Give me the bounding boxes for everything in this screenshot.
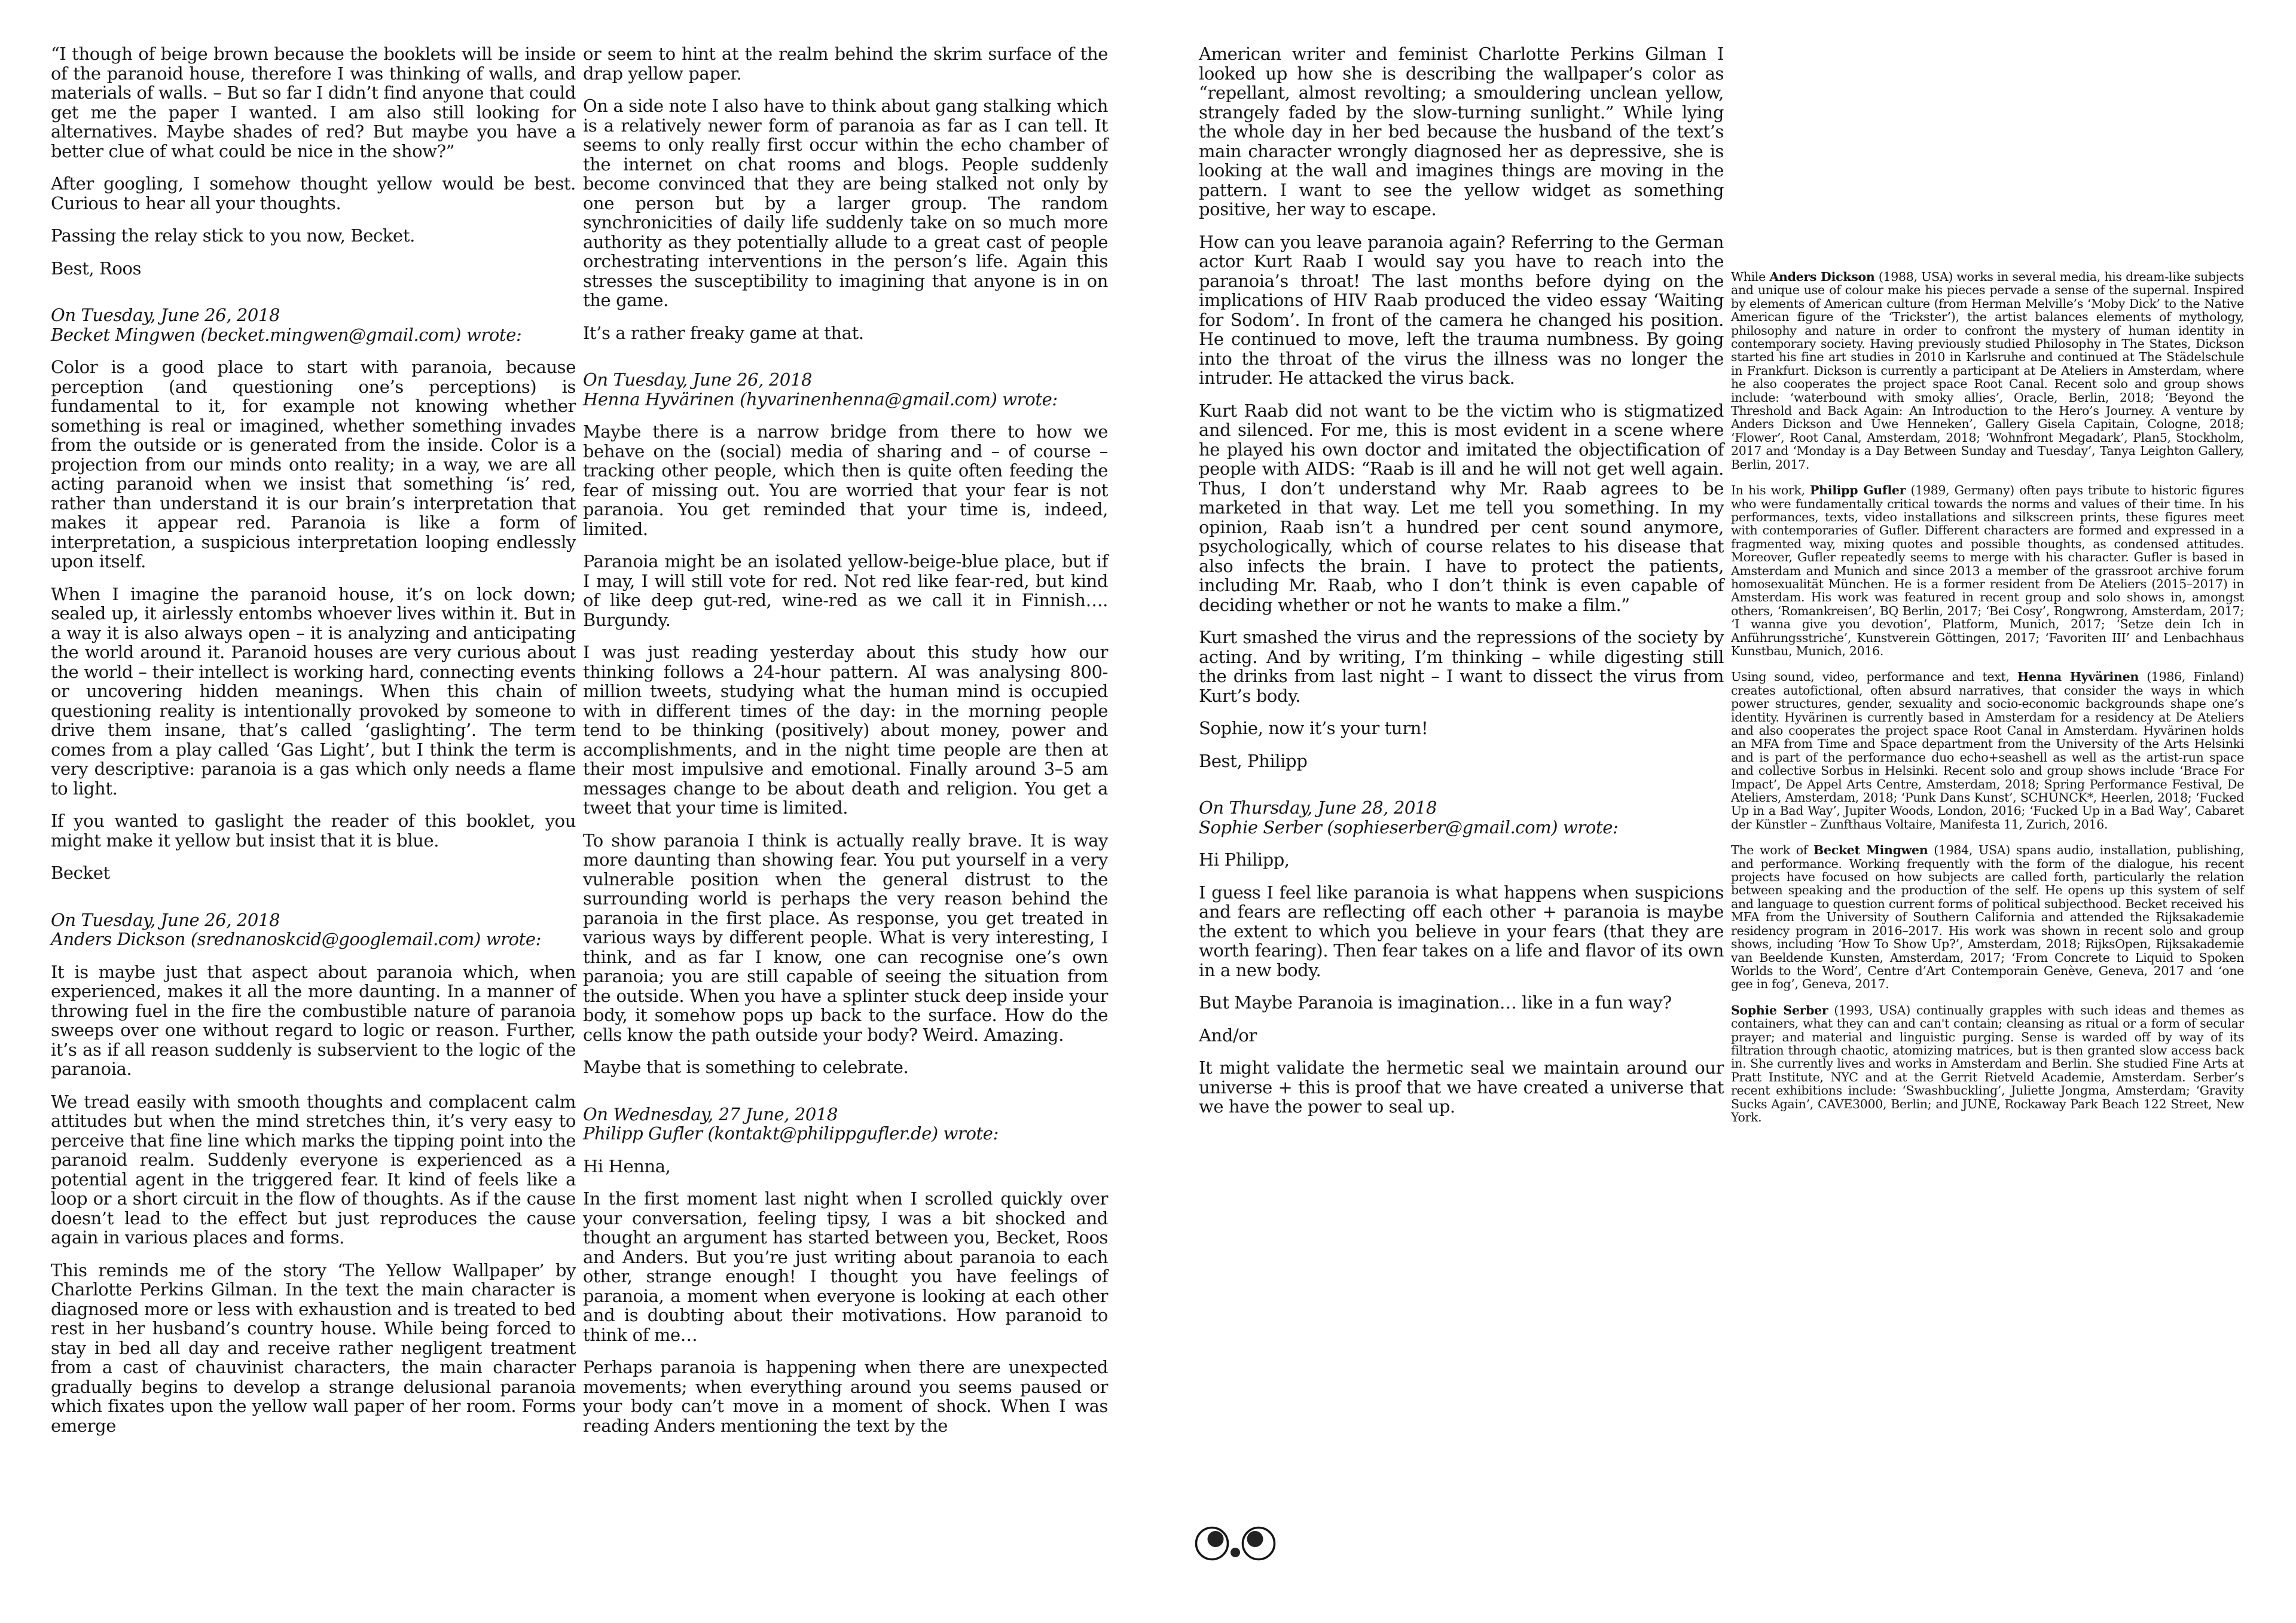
paragraph: If you wanted to gaslight the reader of this booklet, you might make it yellow but insist that it is blue. (51, 811, 576, 851)
paragraph: When I imagine the paranoid house, it’s on lock down; sealed up, it airlessly entombs whoever lives within it. But in a way it is also always open – it is analyzing and anticipating the world around it. Paranoid houses are very curious about the world – their intellect is working hard, connecting events or uncovering hidden meanings. When this chain of questioning reality is intentionally provoked by someone to drive them insane, that’s called ‘gaslighting’. The term comes from a play called ‘Gas Light’, but I think the term is very descriptive: paranoia is a gas which only needs a flame to light. (51, 583, 576, 799)
bio-paragraph: The work of Becket Mingwen (1984, USA) spans audio, installation, publishing, and performance. Working frequently with the form of the dialogue, his recent projects have focused on how subjects are called forth, particularly the relation between speaking and the production of the self. He opens up this system of self and language to question current forms of political subjecthood. Becket received his MFA from the University of Southern California and attended the Rijksakademie residency program in 2016–2017. His work was shown in recent solo and group shows, including ‘How To Show Up?’, Amsterdam, 2018; RijksOpen, Rijksakademie van Beeldende Kunsten, Amsterdam, 2017; ‘From Concrete to Liquid to Spoken Worlds to the Word’, Centre d’Art Contemporain Genève, Geneva, 2017 and ‘one gee in fog’, Geneva, 2017. (1731, 843, 2244, 992)
paragraph: Sophie, now it’s your turn! (1199, 718, 1428, 738)
text-column-1 (51, 44, 576, 1448)
email-date: On Thursday, June 28, 2018 (1199, 797, 1437, 818)
artist-name: Philipp Gufler (1809, 483, 1906, 498)
email-from-line: Sophie Serber (sophieserber@gmail.com) wrote: (1199, 817, 1619, 838)
paragraph: Maybe there is a narrow bridge from there to how we behave on the (social) media of sharing and – of course – tracking other people, which then is quite often feeding the fear of missing out. You are worried that your fear is not paranoia. You get reminded that your time is, indeed, limited. (583, 421, 1108, 539)
email-date: On Tuesday, June 26, 2018 (51, 909, 280, 930)
paragraph: To show paranoia I think is actually really brave. It is way more daunting than showing fear. You put yourself in a very vulnerable position when the general distrust to the surrounding world is perhaps the very reason behind the paranoia in the first place. As response, you get treated in various ways by different people. What is very interesting, I think, and as far I know, one can recognise one’s own paranoia; you are still capable of seeing the situation from the outside. When you have a splinter stuck deep inside your body, it somehow pops up back to the surface. How do the cells know the path outside your body? Weird. Amazing. (583, 830, 1108, 1045)
artist-name: Henna Hyvärinen (2017, 670, 2139, 684)
signoff: Becket (51, 863, 110, 883)
email-date: On Wednesday, 27 June, 2018 (583, 1104, 838, 1124)
paragraph: It’s a rather freaky game at that. (583, 322, 864, 343)
paragraph: It might validate the hermetic seal we maintain around our universe + this is proof that we have created a universe that we have the power to seal up. (1199, 1057, 1724, 1117)
email-header (1199, 798, 1724, 837)
email-from-line: Philipp Gufler (kontakt@philippgufler.de) wrote: (583, 1123, 999, 1144)
paragraph: We tread easily with smooth thoughts and complacent calm attitudes but when the mind stretches thin, it’s very easy to perceive that fine line which marks the tipping point into the paranoid realm. Suddenly everyone is experienced as a potential agent in the triggered fear. It kind of feels like a loop or a short circuit in the flow of thoughts. As if the cause doesn’t lead to the effect but just reproduces the cause again in various places and forms. (51, 1091, 576, 1248)
paragraph: Color is a good place to start with paranoia, because perception (and questioning one’s perceptions) is fundamental to it, for example not knowing whether something is real or imagined, whether something invades from the outside or is generated from the inside. Color is a projection from our minds onto reality; in a way, we are all acting paranoid when we insist that something ‘is’ red, rather than understand it is our brain’s interpretation that makes it appear red. Paranoia is like a form of interpretation, a suspicious interpretation looping endlessly upon itself. (51, 357, 576, 571)
paragraph: Hi Henna, (583, 1156, 671, 1176)
paragraph: Kurt smashed the virus and the repressions of the society by acting. And by writing, I’m thinking – while digesting still the drinks from last night – I want to dissect the virus from Kurt’s body. (1199, 627, 1724, 706)
artist-name: Anders Dickson (1769, 270, 1875, 284)
paragraph: or seem to hint at the realm behind the skrim surface of the drap yellow paper. (583, 44, 1108, 84)
paragraph: After googling, I somehow thought yellow would be best. Curious to hear all your thoughts. (51, 173, 576, 213)
paragraph: Hi Philipp, (1199, 849, 1290, 870)
text-column-3 (1199, 44, 1724, 1130)
paragraph: Maybe that is something to celebrate. (583, 1057, 909, 1077)
email-from-line: Henna Hyvärinen (hyvarinenhenna@gmail.com) wrote: (583, 389, 1058, 409)
paragraph: On a side note I also have to think about gang stalking which is a relatively newer form of paranoia as far as I can tell. It seems to only really first occur within the echo chamber of the internet on chat rooms and blogs. People suddenly become convinced that they are being stalked not only by one person but by a larger group. The random synchronicities of daily life suddenly take on so much more authority as they potentially allude to a great cast of people orchestrating interventions in the person’s life. Again this stresses the susceptibility to imagining that anyone is in on the game. (583, 96, 1108, 310)
paragraph: American writer and feminist Charlotte Perkins Gilman I looked up how she is describing the wallpaper’s color as “repellant, almost revolting; a smouldering unclean yellow, strangely faded by the slow-turning sunlight.” While lying the whole day in her bed because the husband of the text’s main character wrongly diagnosed her as depressive, she is looking at the wall and imagines things are moving in the pattern. I want to see the yellow widget as something positive, her way to escape. (1199, 44, 1724, 219)
email-header (51, 305, 576, 344)
paragraph: But Maybe Paranoia is imagination… like in a fun way? (1199, 992, 1672, 1013)
email-date: On Tuesday, June 26, 2018 (51, 305, 280, 325)
paragraph: How can you leave paranoia again? Referring to the German actor Kurt Raab I would say you have to reach into the paranoia’s throat! The last months before dying on the implications of HIV Raab produced the video essay ‘Waiting for Sodom’. In front of the camera he changed his position. He continued to move, left the trauma numbness. By going into the throat of the virus the illness was no longer the intruder. He attacked the virus back. (1199, 231, 1724, 388)
paragraph: Passing the relay stick to you now, Becket. (51, 225, 415, 246)
paragraph: This reminds me of the story ‘The Yellow Wallpaper’ by Charlotte Perkins Gilman. In the text the main character is diagnosed more or less with exhaustion and is treated to bed rest in her husband’s country house. While being forced to stay in bed all day and receive rather negligent treatment from a cast of chauvinist characters, the main character gradually begins to develop a strange delusional paranoia which fixates upon the yellow wall paper of her room. Forms emerge (51, 1260, 576, 1436)
eyes-icon (1195, 1523, 1282, 1565)
signoff: Best, Philipp (1199, 750, 1308, 771)
artist-name: Sophie Serber (1731, 1002, 1828, 1017)
paragraph: In the first moment last night when I scrolled quickly over your conversation, feeling tipsy, I was a bit shocked and thought an argument has started between you, Becket, Roos and Anders. But you’re just writing about paranoia to each other, strange enough! I thought you have feelings of paranoia, a moment when everyone is looking at each other and is doubting about their motivations. How paranoid to think of me… (583, 1188, 1108, 1345)
text-column-2 (583, 44, 1108, 1448)
bio-paragraph: In his work, Philipp Gufler (1989, Germany) often pays tribute to historic figures who were fundamentally critical towards the norms and values of their time. In his performances, texts, video installations and silkscreen prints, these figures meet with contemporaries of Gufler. Different characters are formed and expressed in a fragmented way, mixing quotes and possible thoughts, as condensed attitudes. Moreover, Gufler repeatedly seems to merge with his character. Gufler is based in Amsterdam and Munich and since 2013 a member of the grassroot archive forum homosexualität München. He is a former resident from De Ateliers (2015–2017) in Amsterdam. His work was featured in recent group and solo shows in, amongst others, ‘Romankreisen’, BQ Berlin, 2017; ‘Bei Cosy’, Rongwrong, Amsterdam, 2017; ‘I wanna give you devotion’, Platform, Munich, 2017; ‘Setze dein Ich in Anführungsstriche’, Kunstverein Göttingen, 2017; ‘Favoriten III’ and Lenbachhaus Kunstbau, Munich, 2016. (1731, 483, 2245, 658)
signoff: Best, Roos (51, 258, 142, 279)
paragraph: It is maybe just that aspect about paranoia which, when experienced, makes it all the more daunting. In a manner of throwing fuel in the fire the combustible nature of paranoia sweeps over one without regard to logic or reason. Further, it’s as if all reason suddenly is subservient to the logic of the paranoia. (51, 961, 576, 1079)
artist-name: Becket Mingwen (1813, 843, 1928, 858)
paragraph: Paranoia might be an isolated yellow-beige-blue place, but if I may, I will still vote for red. Not red like fear-red, but kind of like deep gut-red, wine-red as we call it in Finnish…. Burgundy. (583, 551, 1108, 630)
email-header (583, 1105, 1108, 1144)
email-header (583, 370, 1108, 409)
email-date: On Tuesday, June 26, 2018 (583, 369, 813, 390)
paragraph: “I though of beige brown because the booklets will be inside of the paranoid house, therefore I was thinking of walls, and materials of walls. – But so far I didn’t find anyone that could get me the paper I wanted. I am also still looking for alternatives. Maybe shades of red? But maybe you have a better clue of what could be nice in the show?” (51, 44, 576, 161)
bio-paragraph: While Anders Dickson (1988, USA) works in several media, his dream-like subjects and unique use of colour make his pieces pervade a sense of the supernal. Inspired by elements of American culture (from Herman Melville’s ‘Moby Dick’ to the Native American figure of the ‘Trickster’), the artist balances elements of mythology, philosophy and nature in order to confront the mystery of human identity in contemporary society. Having previously studied Philosophy in The States, Dickson started his fine art studies in 2010 in Karlsruhe and continued at The Städelschule in Frankfurt. Dickson is currently a participant at De Ateliers in Amsterdam, where he also cooperates the project space Root Canal. Recent solo and group shows include: ‘waterbound with smoky allies’, Oracle, Berlin, 2018; ‘Beyond the Threshold and Back Again: An Introduction to the Hero’s Journey. A venture by Anders Dickson and Uwe Henneken’, Gallery Gisela Capitain, Cologne, 2018; ‘Flower’, Root Canal, Amsterdam, 2018; ‘Wohnfront Megadark’, Plan5, Stockholm, 2017 and ‘Monday is a Day Between Sunday and Tuesday’, Tanya Leighton Gallery, Berlin, 2017. (1731, 270, 2244, 472)
paragraph: Kurt Raab did not want to be the victim who is stigmatized and silenced. For me, this is most evident in a scene where he played his own doctor and imitated the objectification of people with AIDS: “Raab is ill and he will not get well again. Thus, I don’t understand why Mr. Raab agrees to be marketed in that way. Let me tell you something. In my opinion, Raab isn’t a hundred per cent sound anymore, psychologically, which of course relates to his disease that also infects the brain. I have to protect the patients, including Mr. Raab, who I don’t think is even capable of deciding whether or not he wants to make a film.” (1199, 400, 1724, 615)
bio-paragraph: Sophie Serber (1993, USA) continually grapples with such ideas and themes as containers, what they can and can't contain; cleansing as ritual or a form of secular prayer; and material and linguistic purging. Sense is warded off by way of its filtration through chaotic, atomizing matrices, but is then granted slow access back in. She currently lives and works in Amsterdam and Berlin. She studied Fine Arts at Pratt Institute, NYC and at the Gerrit Rietveld Academie, Amsterdam. Serber’s recent exhibitions include: ‘Swashbuckling’, Juliette Jongma, Amsterdam; ‘Gravity Sucks Again’, CAVE3000, Berlin; and JUNE, Rockaway Park Beach 122 Street, New York. (1731, 1002, 2245, 1124)
email-from-line: Anders Dickson (srednanoskcid@googlemail.com) wrote: (51, 929, 542, 949)
email-from-line: Becket Mingwen (becket.mingwen@gmail.com) wrote: (51, 324, 522, 345)
bio-column (1731, 270, 2244, 1136)
bio-paragraph: Using sound, video, performance and text, Henna Hyvärinen (1986, Finland) creates autofictional, often absurd narratives, that consider the ways in which power structures, gender, sexuality and socio-economic backgrounds shape one’s identity. Hyvärinen is currently based in Amsterdam for a residency at De Ateliers and also cooperates the project space Root Canal in Amsterdam. Hyvärinen holds an MFA from Time and Space department from the University of the Arts Helsinki and is part of the performance duo echo+seashell as well as the artist-run space and collective Sorbus in Helsinki. Recent solo and group shows include ‘Brace For Impact’, De Appel Arts Centre, Amsterdam, 2018; Spring Performance Festival, De Ateliers, Amsterdam, 2018; ‘Punk Dans Kunst’, SCHUNCK*, Heerlen, 2018; ‘Fucked Up in a Bad Way’, Jupiter Woods, London, 2016; ‘Fucked Up in a Bad Way’, Cabaret der Künstler – Zunfthaus Voltaire, Manifesta 11, Zurich, 2016. (1731, 670, 2244, 832)
email-header (51, 910, 576, 949)
paragraph: And/or (1199, 1025, 1257, 1046)
paragraph: Perhaps paranoia is happening when there are unexpected movements; when everything around you seems paused or your body can’t move in a moment of shock. When I was reading Anders mentioning the text by the (583, 1357, 1108, 1436)
paragraph: I guess I feel like paranoia is what happens when suspicions and fears are reflecting off each other + paranoia is maybe the extent to which you believe in your fears (that they are worth fearing). Then fear takes on a life and flavor of its own in a new body. (1199, 882, 1724, 980)
paragraph: I was just reading yesterday about this study how our thinking follows a 24-hour pattern. AI was analysing 800-million tweets, studying what the human mind is occupied with in different times of the day: in the morning people tend to be thinking (positively) about money, power and accomplishments, and in the night time people are then at their most impulsive and emotional. Finally around 3–5 am messages change to be about death and religion. You get a tweet that your time is limited. (583, 642, 1108, 818)
